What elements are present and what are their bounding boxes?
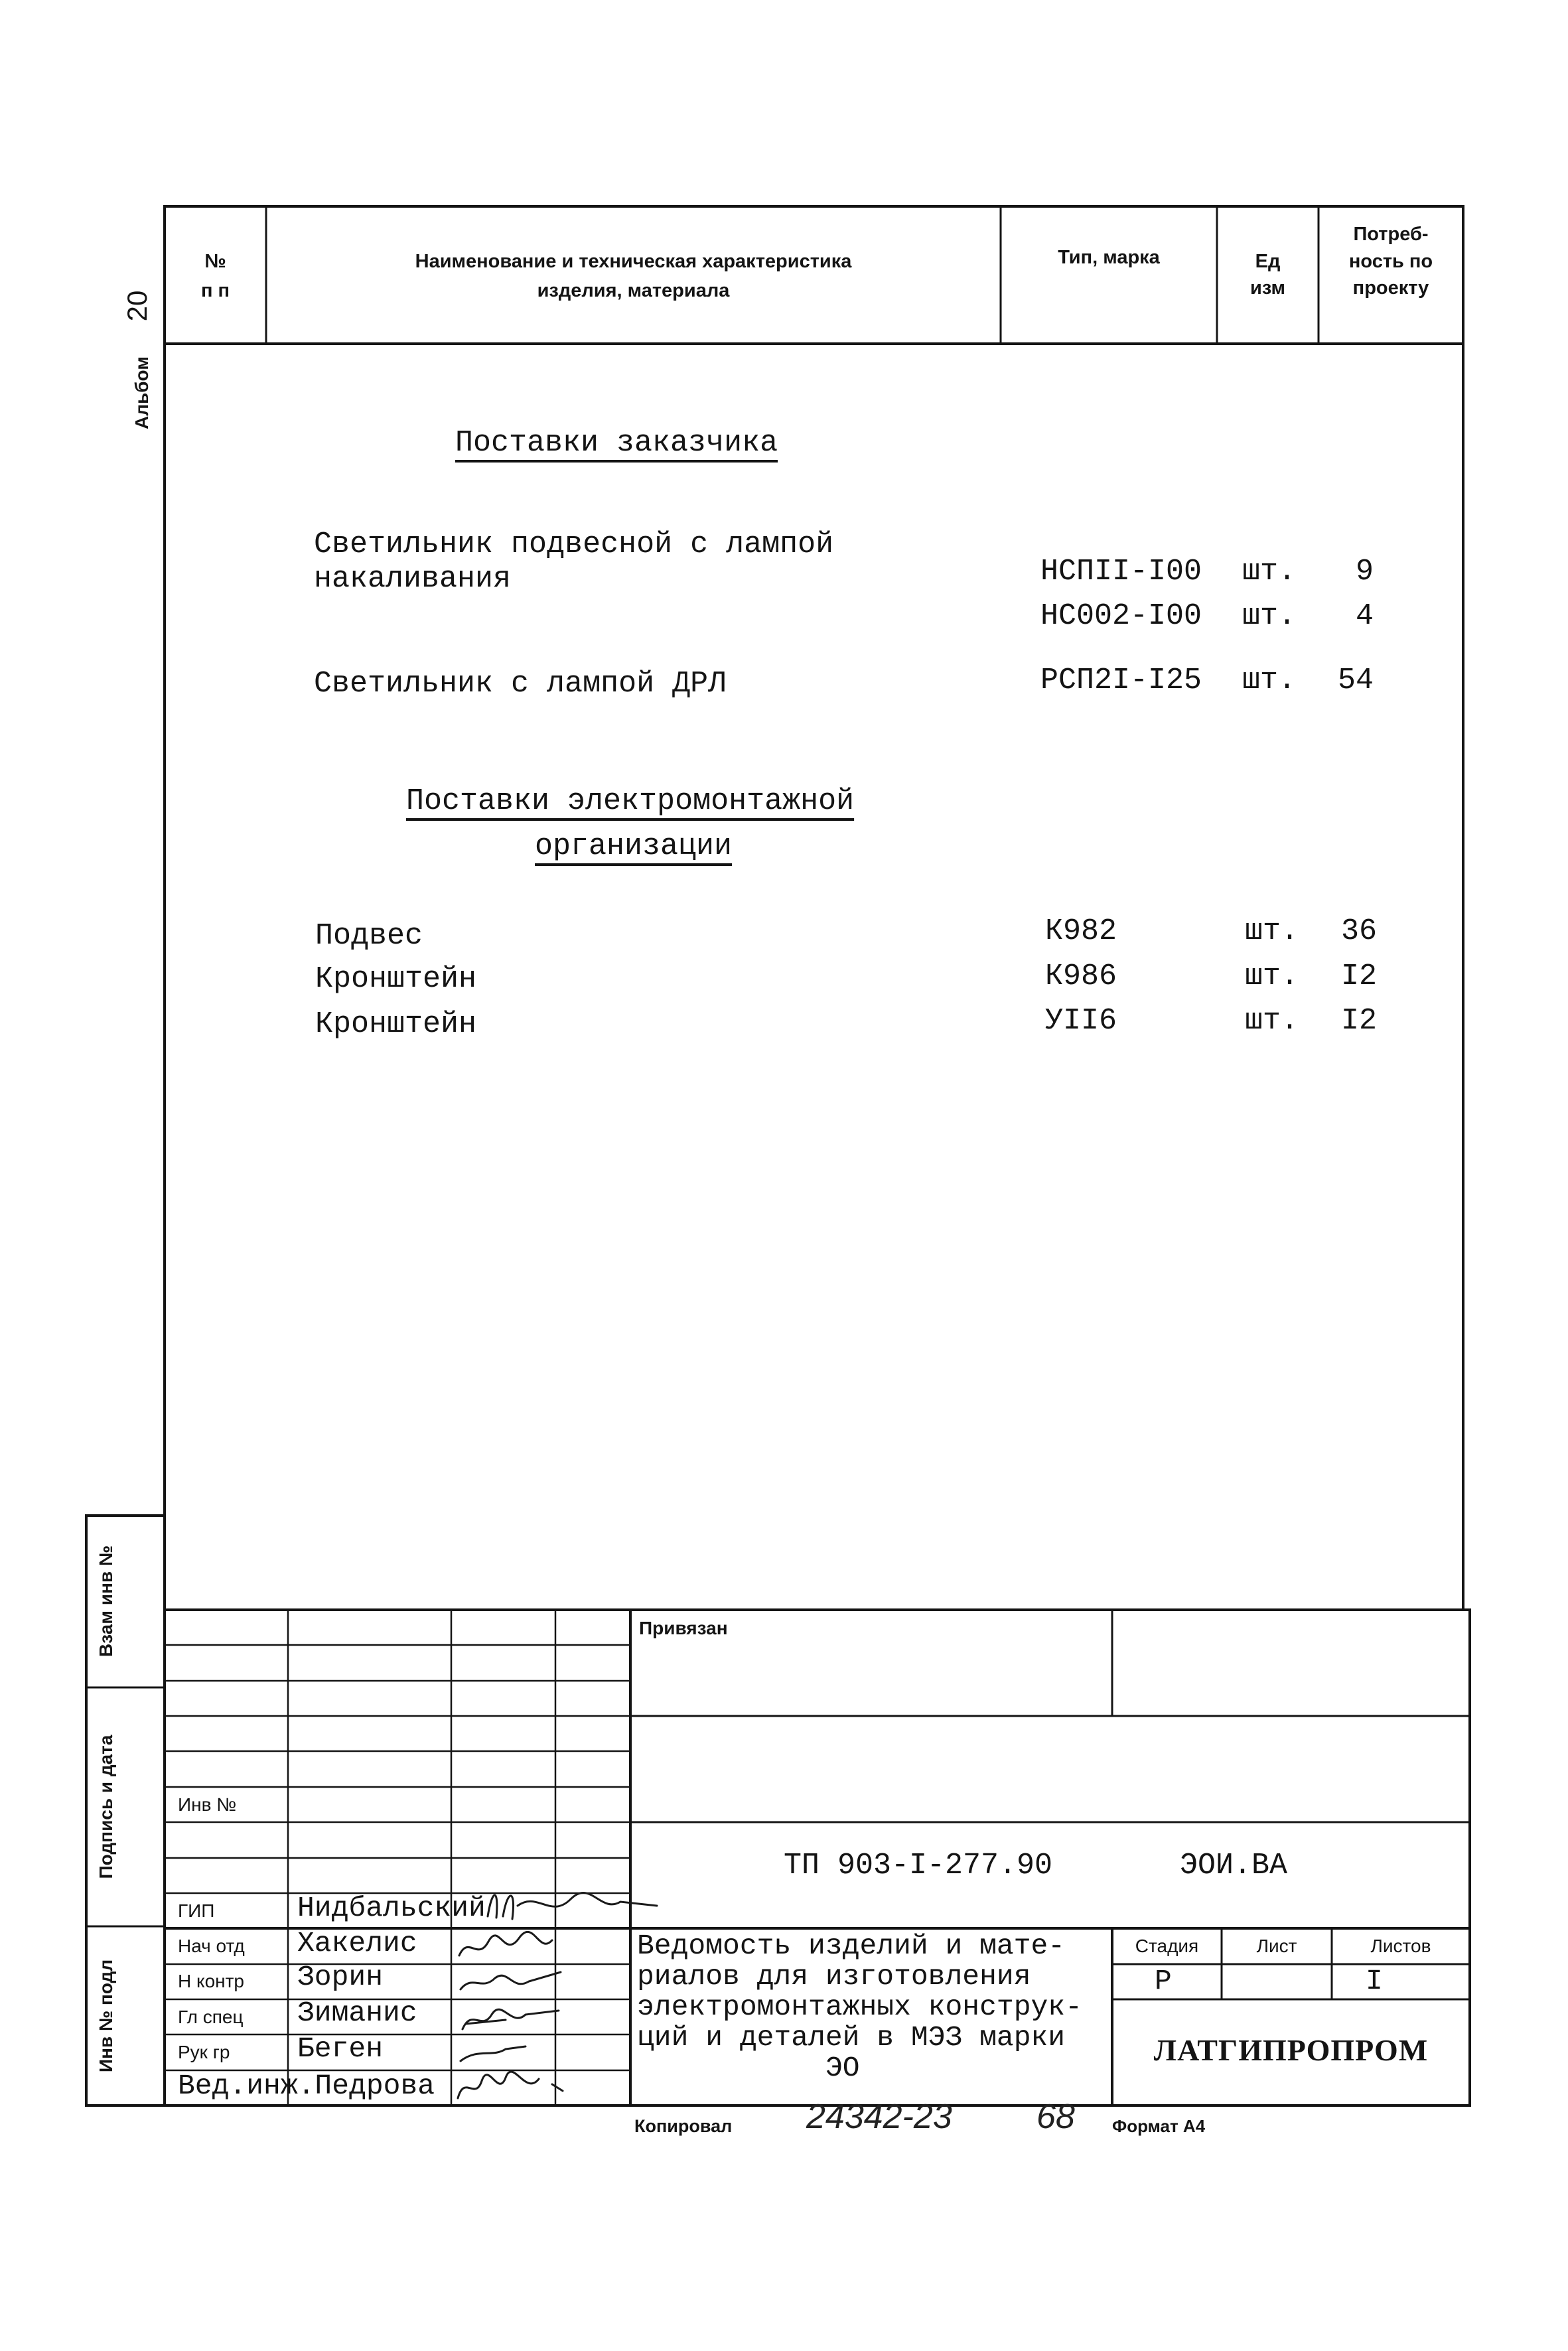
signatory-name: Нидбальский <box>297 1892 486 1924</box>
inv-no-label: Инв № <box>178 1794 237 1815</box>
section-title: организации <box>535 829 733 863</box>
item-type: К982 <box>1045 914 1117 948</box>
item-name: Кронштейн <box>315 962 477 996</box>
format-label: Формат А4 <box>1112 2116 1206 2136</box>
item-qty: 4 <box>1355 599 1374 633</box>
item-qty: I2 <box>1340 960 1377 993</box>
role-label: Гл спец <box>178 2007 244 2027</box>
item-type: НСПII-I00 <box>1040 555 1202 589</box>
sheets-label: Листов <box>1370 1936 1431 1956</box>
sheets-value: I <box>1366 1965 1383 1997</box>
document-title-line: Ведомость изделий и мате- <box>637 1930 1066 1962</box>
item-name: накаливания <box>314 562 512 596</box>
inv-original-label: Инв № подл <box>96 1959 116 2073</box>
signature <box>461 2046 526 2061</box>
role-label: Н контр <box>178 1971 244 1991</box>
organization-name: ЛАТГИПРОПРОМ <box>1153 2033 1429 2067</box>
stage-value: Р <box>1155 1965 1172 1997</box>
document-code: ТП 903-I-277.90 <box>784 1849 1053 1883</box>
signatory-name: Зорин <box>297 1961 384 1993</box>
item-unit: шт. <box>1242 555 1297 589</box>
signature <box>459 1932 552 1956</box>
signature <box>461 1972 561 1989</box>
item-name: Светильник подвесной с лампой <box>314 528 834 561</box>
copy-sheet: 68 <box>1036 2098 1075 2136</box>
item-type: К986 <box>1045 960 1117 993</box>
section-title: Поставки заказчика <box>455 426 778 460</box>
album-number: 20 <box>121 290 153 322</box>
header-unit-sub: изм <box>1250 277 1285 299</box>
item-unit: шт. <box>1242 664 1297 697</box>
signatory-name: Зиманис <box>297 1997 417 2029</box>
header-name: Наименование и техническая характеристика <box>415 251 852 272</box>
sheet-label: Лист <box>1256 1936 1297 1956</box>
header-qty: Потреб- <box>1353 224 1429 245</box>
document-mark: ЭОИ.ВА <box>1180 1849 1288 1883</box>
signatory-name: Беген <box>297 2032 384 2065</box>
item-type: РСП2I-I25 <box>1040 664 1202 697</box>
item-qty: 54 <box>1337 664 1374 697</box>
item-qty: I2 <box>1340 1004 1377 1038</box>
document-title-line: ций и деталей в МЭЗ марки <box>637 2021 1066 2054</box>
item-type: УII6 <box>1045 1004 1117 1038</box>
signature <box>458 2072 563 2098</box>
header-name-sub: изделия, материала <box>537 280 730 301</box>
document-title-line: ЭО <box>825 2052 860 2084</box>
replace-inv-label: Взам инв № <box>96 1545 116 1658</box>
lead-engineer: Вед.инж.Педрова <box>178 2070 435 2102</box>
item-unit: шт. <box>1242 599 1297 633</box>
header-unit: Ед <box>1255 251 1281 272</box>
stage-label: Стадия <box>1135 1936 1199 1956</box>
signatory-name: Хакелис <box>297 1927 417 1959</box>
copied-label: Копировал <box>634 2116 733 2136</box>
header-num: № <box>204 251 226 272</box>
sign-date-label: Подпись и дата <box>96 1735 116 1879</box>
item-type: НС002-I00 <box>1040 599 1202 633</box>
document-title-line: электромонтажных конструк- <box>637 1991 1082 2023</box>
header-type: Тип, марка <box>1058 247 1160 268</box>
header-qty-line3: проекту <box>1352 277 1429 299</box>
header-num-sub: п п <box>200 280 230 301</box>
item-qty: 9 <box>1355 555 1374 589</box>
copy-number: 24342-23 <box>806 2098 952 2136</box>
role-label: ГИП <box>178 1900 215 1921</box>
album-label: Альбом <box>131 356 152 429</box>
linked-label: Привязан <box>639 1618 728 1638</box>
role-label: Рук гр <box>178 2042 230 2062</box>
item-name: Светильник с лампой ДРЛ <box>314 667 727 701</box>
role-label: Нач отд <box>178 1936 245 1956</box>
item-unit: шт. <box>1245 1004 1299 1038</box>
section-title: Поставки электромонтажной <box>406 784 855 818</box>
signature <box>463 2009 559 2029</box>
document-title-line: риалов для изготовления <box>637 1960 1031 1993</box>
item-name: Подвес <box>315 919 423 953</box>
item-unit: шт. <box>1245 914 1299 948</box>
item-qty: 36 <box>1340 914 1377 948</box>
header-qty-line2: ность по <box>1348 251 1433 272</box>
item-unit: шт. <box>1245 960 1299 993</box>
item-name: Кронштейн <box>315 1007 477 1041</box>
